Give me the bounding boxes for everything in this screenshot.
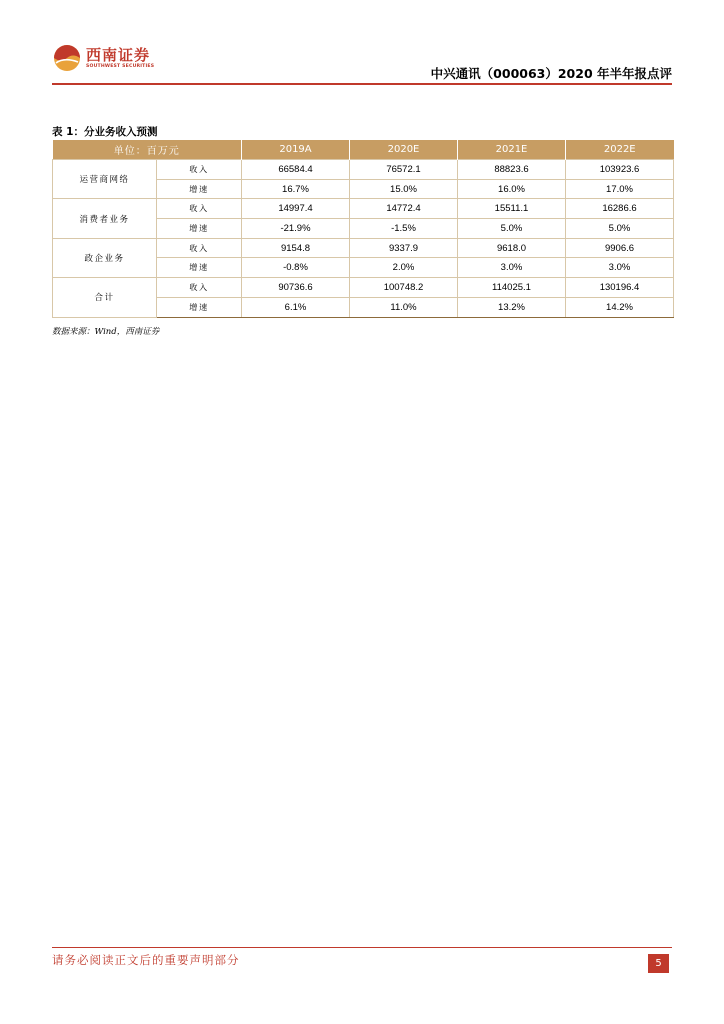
segment-revenue-table — [52, 140, 674, 318]
sun-logo-icon — [52, 43, 82, 73]
table-cell: 14772.4 — [350, 199, 458, 219]
column-header: 2022E — [566, 140, 674, 160]
table-cell: 100748.2 — [350, 278, 458, 298]
table-cell: 3.0% — [566, 258, 674, 278]
table-cell: 3.0% — [458, 258, 566, 278]
column-header: 2020E — [350, 140, 458, 160]
table-cell: 9337.9 — [350, 238, 458, 258]
table-cell: 5.0% — [566, 219, 674, 239]
metric-label: 增速 — [157, 297, 242, 317]
table-cell: 16.0% — [458, 179, 566, 199]
data-source-note: 数据来源：Wind，西南证券 — [52, 327, 160, 337]
table-cell: 2.0% — [350, 258, 458, 278]
table-cell: 14.2% — [566, 297, 674, 317]
table-cell: 9618.0 — [458, 238, 566, 258]
table-cell: 13.2% — [458, 297, 566, 317]
logo-chinese-name: 西南证券 — [86, 46, 151, 64]
metric-label: 收入 — [157, 160, 242, 180]
footer-divider — [52, 947, 672, 948]
table-cell: 66584.4 — [242, 160, 350, 180]
table-cell: 14997.4 — [242, 199, 350, 219]
metric-label: 收入 — [157, 238, 242, 258]
segment-label: 政企业务 — [53, 238, 157, 277]
logo-english-name: SOUTHWEST SECURITIES — [86, 64, 155, 69]
metric-label: 收入 — [157, 199, 242, 219]
table-cell: -1.5% — [350, 219, 458, 239]
table-row — [53, 278, 674, 298]
table-cell: 76572.1 — [350, 160, 458, 180]
table-row — [53, 160, 674, 180]
table-header-row — [53, 140, 674, 160]
company-logo — [52, 42, 154, 74]
table-caption: 表 1：分业务收入预测 — [52, 126, 158, 138]
metric-label: 增速 — [157, 219, 242, 239]
table-cell: 15511.1 — [458, 199, 566, 219]
metric-label: 增速 — [157, 258, 242, 278]
table-cell: 5.0% — [458, 219, 566, 239]
metric-label: 增速 — [157, 179, 242, 199]
disclaimer-note: 请务必阅读正文后的重要声明部分 — [52, 953, 240, 967]
table-cell: 103923.6 — [566, 160, 674, 180]
table-cell: 16286.6 — [566, 199, 674, 219]
header-divider — [52, 83, 672, 85]
report-title: 中兴通讯（000063）2020 年半年报点评 — [430, 66, 672, 81]
table-cell: 90736.6 — [242, 278, 350, 298]
table-cell: 130196.4 — [566, 278, 674, 298]
table-cell: -0.8% — [242, 258, 350, 278]
table-cell: 15.0% — [350, 179, 458, 199]
segment-label: 运营商网络 — [53, 160, 157, 199]
column-header: 2019A — [242, 140, 350, 160]
table-cell: 6.1% — [242, 297, 350, 317]
table-cell: 11.0% — [350, 297, 458, 317]
table-cell: 9154.8 — [242, 238, 350, 258]
column-header: 2021E — [458, 140, 566, 160]
segment-label: 消费者业务 — [53, 199, 157, 238]
metric-label: 收入 — [157, 278, 242, 298]
table-cell: 9906.6 — [566, 238, 674, 258]
table-row — [53, 199, 674, 219]
table-row — [53, 238, 674, 258]
table-cell: 88823.6 — [458, 160, 566, 180]
column-header: 单位：百万元 — [53, 140, 242, 160]
page-number: 5 — [648, 954, 669, 973]
table-cell: 16.7% — [242, 179, 350, 199]
segment-label: 合计 — [53, 278, 157, 317]
table-cell: 114025.1 — [458, 278, 566, 298]
table-cell: -21.9% — [242, 219, 350, 239]
table-cell: 17.0% — [566, 179, 674, 199]
